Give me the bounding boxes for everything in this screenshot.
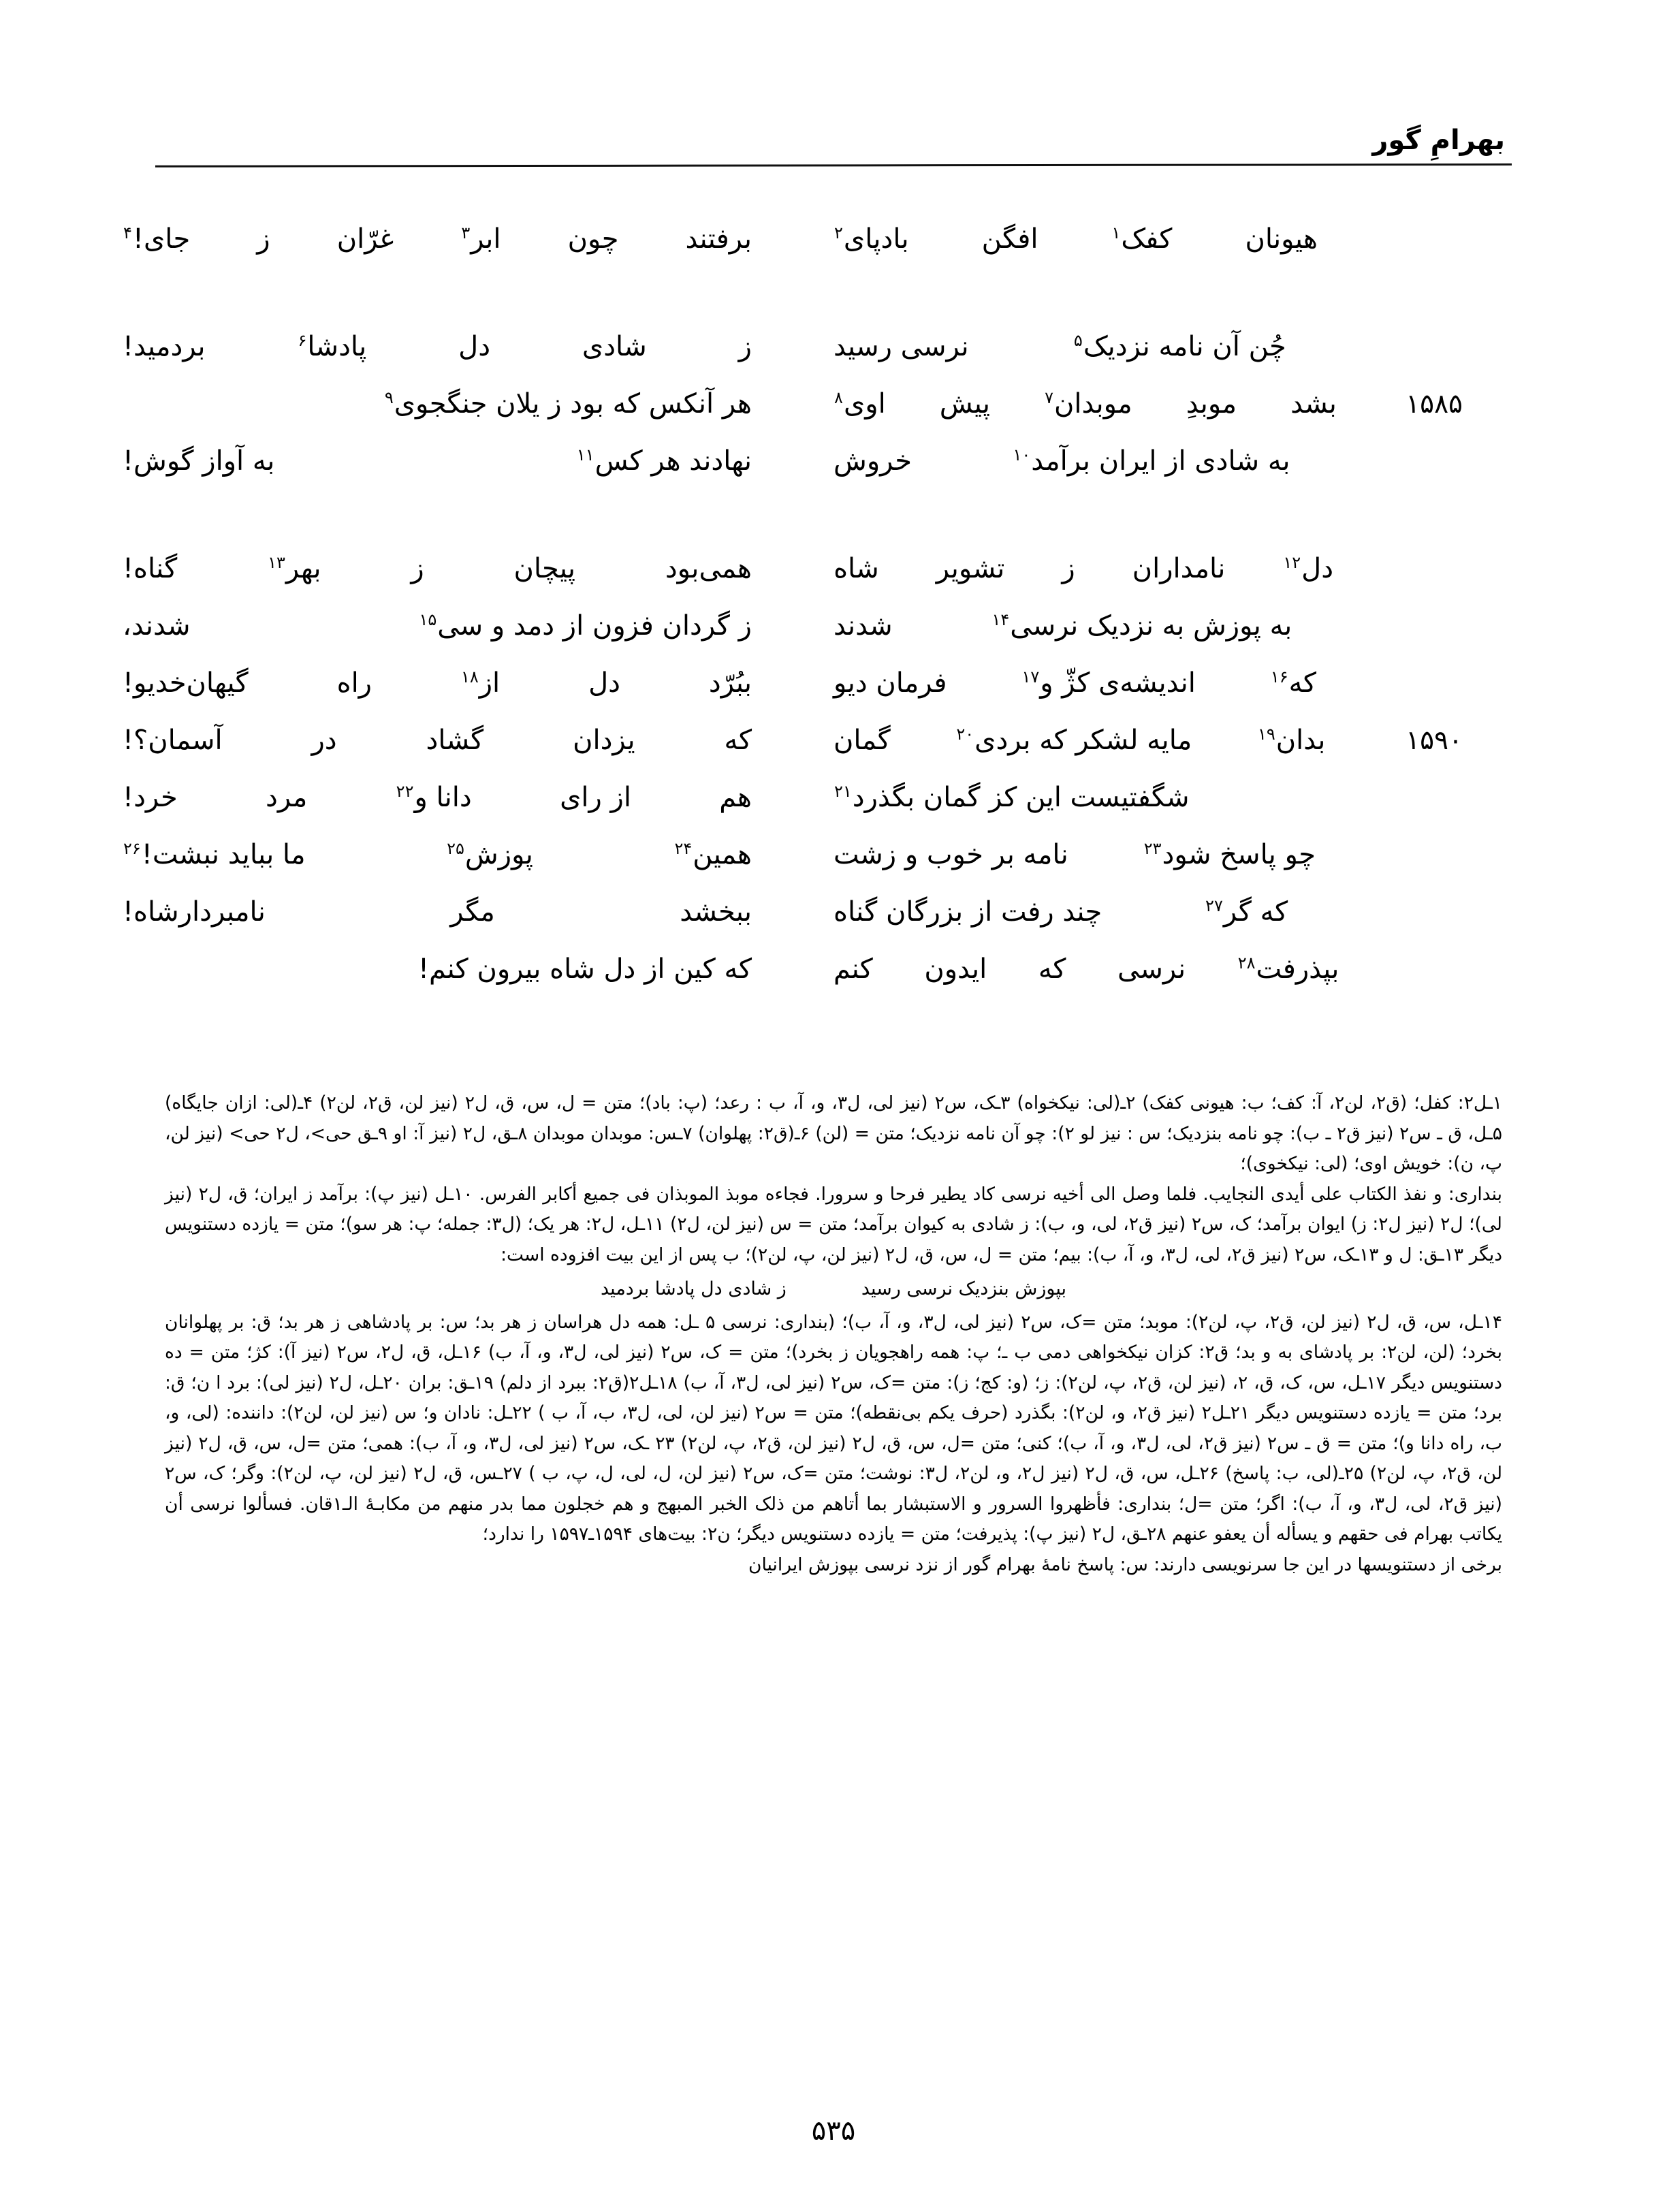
hemistich-left — [123, 783, 793, 812]
verse-word: گیهان‌خدیو! — [123, 667, 249, 699]
verse-line — [123, 667, 1463, 726]
footnote-marker[interactable]: ۱۱ — [576, 445, 594, 464]
verse-word: دل — [458, 331, 490, 362]
hemistich-left — [123, 447, 793, 475]
verse-word: کنم — [834, 953, 873, 985]
footnote-marker[interactable]: ۱۴ — [991, 610, 1010, 629]
footnote-marker[interactable]: ۱۶ — [1270, 667, 1288, 686]
verse-word: بشد — [1290, 388, 1337, 420]
footnote-verse-separator — [787, 1274, 861, 1305]
hemistich-left — [123, 955, 793, 983]
verse-word: یزدان — [573, 725, 635, 756]
verse-word: ز — [738, 331, 752, 362]
verse-word: نامبردارشاه! — [123, 896, 266, 928]
verse-line — [123, 781, 1463, 840]
verse-word: دل$^{۱۲}$ — [1283, 552, 1334, 584]
verse-word: کفک$^۱$ — [1111, 223, 1173, 255]
verse-word: ز — [1062, 553, 1075, 584]
verse-word: ما بباید نبشت!$^{۲۶}$ — [123, 838, 306, 870]
hemistich-right — [793, 669, 1463, 698]
verse-line-number — [1400, 956, 1463, 984]
verse-word: به آواز گوش! — [123, 445, 275, 477]
footnote-marker[interactable]: ۱۰ — [1013, 445, 1031, 464]
verse-word: پوزش$^{۲۵}$ — [447, 838, 533, 870]
verse-word: راه — [336, 667, 372, 699]
verse-word: خروش — [834, 445, 912, 477]
verse-line — [123, 223, 1463, 282]
verse-word: شگفتیست این کز گمان بگذرد$^{۲۱}$ — [834, 781, 1190, 813]
verse-word: مگر — [450, 896, 495, 928]
footnote-marker[interactable]: ۲۴ — [674, 838, 693, 858]
footnote-marker[interactable]: ۲۸ — [1237, 953, 1256, 973]
verse-line-number — [1400, 842, 1463, 870]
verse-word: بدان$^{۱۹}$ — [1257, 724, 1326, 756]
verse-word: مایه لشکر که بردی$^{۲۰}$ — [956, 724, 1192, 756]
verse-word: دانا و$^{۲۲}$ — [396, 781, 472, 813]
hemistich-right — [793, 726, 1463, 755]
verse-word: گناه! — [123, 553, 178, 584]
hemistich-right — [793, 783, 1463, 812]
verse-word: چون — [567, 223, 619, 255]
footnote-marker[interactable]: ۲ — [834, 223, 843, 242]
verse-line-number — [1400, 334, 1463, 362]
verse-word: افگن — [981, 223, 1038, 255]
footnote-marker[interactable]: ۳ — [461, 223, 471, 242]
hemistich-left — [123, 390, 793, 418]
verse-line — [123, 445, 1463, 504]
verse-word: ز گردان فزون از دمد و سی$^{۱۵}$ — [419, 610, 752, 642]
verse-word: پیچان — [513, 553, 576, 584]
footnote-marker[interactable]: ۲۵ — [447, 838, 464, 858]
verse-word: نامداران — [1132, 553, 1226, 584]
hemistich-left — [123, 726, 793, 755]
running-head-block — [155, 127, 1512, 202]
verse-word: بردمید! — [123, 331, 206, 362]
verse-word: نامه بر خوب و زشت — [834, 839, 1068, 870]
verse-word: گشاد — [426, 725, 484, 756]
footnote-marker[interactable]: ۱۵ — [419, 610, 437, 629]
verse-word: چُن آن نامه نزدیک$^۵$ — [1073, 330, 1286, 362]
hemistich-right — [793, 898, 1463, 927]
verse-stanza — [123, 223, 1463, 282]
verse-word: که کین از دل شاه بیرون کنم! — [417, 953, 752, 985]
footnote-marker[interactable]: ۷ — [1045, 388, 1053, 407]
footnote-paragraph: بنداری: و نفذ الکتاب علی أیدی النجایب. فلما وصل الی أخیه نرسی کاد یطیر فرحا و سرورا. فجاءه موبذ الموبذان فی جمیع أکابر الفرس. ۱۰ـل (نیز پ): برآمد ز ایران؛ ق، ل۲ (نیز لی)؛ ل۲ (نیز ل۲: ز) ایوان برآمد؛ ک، س۲ (نیز ق۲، لی، و، ب): ز شادی به کیوان برآمد؛ متن = س (نیز لن، ل۲) ۱۱ـل، ل۲: هر یک؛ (ل۳: جمله؛ پ: هر سو)؛ متن = یازده دستنویس دیگر ۱۳ـق: ل و ۱۳ـک، س۲ (نیز ق۲، لی، ل۳، و، آ، ب): بیم؛ متن = ل، س، ق، ل۲ (نیز لن، پ، لن۲)؛ ب پس از این بیت افزوده است: — [165, 1183, 1502, 1265]
verse-word: نرسی رسید — [834, 331, 969, 362]
hemistich-right — [793, 332, 1463, 362]
folio-number: ۵۳۵ — [811, 2115, 856, 2147]
verse-word: ببخشد — [680, 896, 752, 928]
verse-line-number: ۱۵۸۵ — [1406, 389, 1463, 420]
footnote-marker[interactable]: ۱۲ — [1283, 552, 1301, 572]
verse-word: مرد — [266, 782, 308, 813]
verse-line-number — [1400, 670, 1463, 698]
verse-line-number — [1400, 226, 1463, 254]
footnote-marker[interactable]: ۱ — [1111, 223, 1121, 242]
verse-word: به پوزش به نزدیک نرسی$^{۱۴}$ — [991, 610, 1292, 642]
hemistich-left — [123, 898, 793, 926]
verse-word: به شادی از ایران برآمد$^{۱۰}$ — [1013, 445, 1290, 477]
footnote-marker[interactable]: ۵ — [1073, 330, 1083, 350]
verse-word: ایدون — [924, 953, 987, 985]
verse-line — [123, 552, 1463, 612]
footnote-marker[interactable]: ۲۳ — [1143, 838, 1162, 858]
hemistich-right — [793, 955, 1463, 984]
verse-word: خرد! — [123, 782, 178, 813]
verse-line — [123, 838, 1463, 898]
verse-word: چو پاسخ شود$^{۲۳}$ — [1143, 838, 1316, 870]
verse-word: جای!$^۴$ — [123, 223, 191, 255]
footnote-paragraph: ۱۴ـل، س، ق، ل۲ (نیز لن، ق۲، پ، لن۲): موبد؛ متن =ک، س۲ (نیز لی، ل۳، و، آ، ب)؛ (بنداری: نرسی ۵ ـل: همه دل هراسان ز هر بد؛ س: بر پادشاهی ز هر بد؛ ق: بر پهلوانان بخرد؛ (لن، لن۲: بر پادشای به و بد؛ ق۲: کزان نیکخواهی دمی ب ـ؛ پ: همه راهجویان ز بخرد)؛ متن = ک، س۲ (نیز لی، ل۳، و، آ، ب) ۱۶ـل، ق، ل۲، س۲ (نیز آ): کژ؛ متن = ده دستنویس دیگر ۱۷ـل، س، ک، ق، ۲، (نیز لن، ق۲، پ، لن۲): ز؛ (و: کج؛ ز): متن =ک، س۲ (نیز لی، ل۳، آ، ب) ۱۸ـل۲(ق۲: ببرد از دلم) ۱۹ـق: بران ۲۰ـل، ل۲ (نیز لی): برد ا ن؛ ق: برد؛ متن = یازده دستنویس دیگر ۲۱ـل۲ (نیز ق۲، و، لن۲): بگذرد (حرف یکم بی‌نقطه)؛ متن = س۲ (نیز لن، لی، ل۳، ب، آ، ب ) ۲۲ـل: نادان و؛ س (نیز لن، لن۲): داننده: (لی، و، ب، راه دانا و)؛ متن = ق ـ س۲ (نیز ق۲، لی، ل۳، و، آ، ب)؛ کنی؛ متن =ل، س، ق، ل۲ (نیز لن، ق۲، پ، لن۲) ۲۳ ـک، س۲ (نیز لی، ل۳، و، آ، ب): همی؛ متن =ل، س، ق، ل۲ (نیز لن، ق۲، پ، لن۲) ۲۵ـ(لی، ب: پاسخ) ۲۶ـل، س، ق، ل۲ (نیز ل۲، و، لن۲، ل۳: نوشت؛ متن =ک، س۲ (نیز لن، ل، لی، ل، پ، ب ) ۲۷ـس، ق، ل۲ (نیز لن، پ، لن۲): وگر؛ ک، س۲ (نیز ق۲، لی، ل۳، و، آ، ب): اگر؛ متن =ل؛ بنداری: فأظهروا السرور و الاستبشار بما أتاهم من ذلک الخبر المبهج و هم خجلون مما بدر منهم من مکابـۀ الـ۱قان. فسألوا نرسی أن یکاتب بهرام فی حقهم و یسأله أن یعفو عنهم ۲۸ـق، ل۲ (نیز پ): پذیرفت؛ متن = یازده دستنویس دیگر؛ ن۲: بیت‌های ۱۵۹۴ـ۱۵۹۷ را ندارد؛ — [165, 1311, 1503, 1545]
footnote-marker[interactable]: ۱۷ — [1021, 667, 1040, 686]
verse-line — [123, 896, 1463, 955]
hemistich-left — [123, 612, 793, 640]
verse-word: پادشا$^۶$ — [298, 330, 367, 362]
verse-word: فرمان دیو — [834, 667, 947, 699]
footnote-verse-left: ز شادی دل پادشا بردمید — [601, 1278, 787, 1299]
verse-line — [123, 724, 1463, 783]
verse-line — [204, 390, 1463, 447]
verse-line-number — [1400, 556, 1463, 584]
verse-word: بهر$^{۱۳}$ — [268, 552, 321, 584]
hemistich-left — [123, 669, 793, 697]
verse-word: هیونان — [1245, 223, 1318, 255]
hemistich-left — [123, 332, 793, 361]
footnote-marker[interactable]: ۲۱ — [834, 781, 852, 801]
verse-word: ز — [411, 553, 424, 584]
footnote-verse-right: بپوزش بنزدیک نرسی رسید — [861, 1278, 1066, 1299]
hemistich-left — [123, 225, 793, 253]
verse-word: ببُرّد — [708, 667, 752, 699]
verse-word: بادپای$^۲$ — [834, 223, 909, 255]
verse-stanza — [123, 552, 1463, 1012]
verse-word: همین$^{۲۴}$ — [674, 838, 752, 870]
hemistich-right — [793, 225, 1463, 254]
hemistich-right — [793, 447, 1463, 476]
verse-word: اوی$^۸$ — [834, 388, 886, 420]
footnotes-block — [165, 1088, 1502, 1580]
running-head: بهرامِ گور — [1372, 125, 1505, 156]
footnote-marker[interactable]: ۲۰ — [956, 724, 974, 744]
verse-word: شادی — [582, 331, 647, 362]
verse-word: شاه — [834, 553, 879, 584]
verse-word: آسمان؟! — [123, 725, 223, 756]
footnote-paragraph: ۱ـل۲: کفل؛ (ق۲، لن۲، آ: کف؛ ب: هیونی کفک) ۲ـ(لی: نیکخواه) ۳ـک، س۲ (نیز لی، ل۳، و، آ، ب : رعد؛ (پ: باد)؛ متن = ل، س، ق، ل۲ (نیز لن، ق۲، لن۲) ۴ـ(لی: ازان جایگاه) ۵ـل، ق ـ س۲ (نیز ق۲ ـ ب): چو نامه بنزدیک؛ س : نیز لو ۲): چو آن نامه نزدیک؛ متن = (لن) ۶ـ(ق۲: پهلوان) ۷ـس: موبدان موبدان ۸ـق، ل۲ (نیز آ: او ۹ـق حی>، ل۲ حی> (نیز لن، پ، ن): خویش اوی؛ (لی: نیکخوی)؛ — [165, 1092, 1502, 1174]
verse-word: برفتند — [685, 223, 752, 255]
verse-line-number — [1400, 785, 1463, 812]
verse-line-number: ۱۵۹۰ — [1406, 725, 1463, 756]
footnote-marker[interactable]: ۲۶ — [123, 838, 141, 858]
verse-line-number — [1400, 448, 1463, 476]
footnote-marker[interactable]: ۶ — [298, 330, 307, 350]
footnote-marker[interactable]: ۲۲ — [396, 781, 414, 801]
verse-word: هم — [719, 782, 752, 813]
verse-line — [123, 330, 1463, 390]
hemistich-left — [123, 554, 793, 583]
verse-word: که — [1038, 953, 1066, 985]
footnote-marker[interactable]: ۱۳ — [268, 552, 285, 572]
verse-word: که — [724, 725, 752, 756]
verse-word: پیش — [939, 388, 990, 420]
verse-line-number — [1400, 613, 1463, 641]
footnote-paragraph: برخی از دستنویسها در این جا سرنویسی دارند: س: پاسخ نامۀ بهرام گور از نزد نرسی بپوزش ایرانیان — [748, 1553, 1502, 1575]
verse-word: نهادند هر کس$^{۱۱}$ — [576, 445, 752, 477]
footnote-marker[interactable]: ۹ — [384, 388, 394, 407]
hemistich-right — [793, 554, 1463, 584]
verse-word: تشویر — [936, 553, 1005, 584]
hemistich-right — [793, 390, 1463, 419]
verse-word: نرسی — [1117, 953, 1186, 985]
verse-word: که$^{۱۶}$ — [1270, 667, 1317, 699]
footnote-inserted-verse — [165, 1274, 1502, 1305]
verse-line-number — [1400, 899, 1463, 927]
verse-word: اندیشه‌ی کژّ و$^{۱۷}$ — [1021, 667, 1196, 699]
footnote-marker[interactable]: ۱۸ — [460, 667, 479, 686]
running-head-rule — [155, 163, 1512, 168]
verse-word: ز — [257, 223, 270, 255]
verse-line — [123, 610, 1463, 669]
hemistich-right — [793, 612, 1463, 641]
verse-word: که گر$^{۲۷}$ — [1205, 896, 1288, 928]
verse-word: گمان — [834, 725, 891, 756]
verse-word: شدند — [834, 610, 893, 642]
verse-word: موبدِ — [1186, 388, 1237, 420]
verse-word: شدند، — [123, 610, 191, 642]
verse-area — [123, 223, 1463, 1012]
verse-word: همی‌بود — [665, 553, 752, 584]
verse-word: هر آنکس که بود ز یلان جنگجوی$^۹$ — [384, 388, 752, 420]
verse-word: دل — [588, 667, 620, 699]
verse-word: ابر$^۳$ — [461, 223, 501, 255]
footnote-marker[interactable]: ۲۷ — [1205, 896, 1223, 915]
verse-word: از$^{۱۸}$ — [460, 667, 501, 699]
verse-word: از رای — [560, 782, 631, 813]
verse-stanza — [123, 330, 1463, 504]
footnote-marker[interactable]: ۱۹ — [1257, 724, 1275, 744]
verse-word: در — [311, 725, 337, 756]
verse-word: بپذرفت$^{۲۸}$ — [1237, 953, 1339, 985]
footnote-marker[interactable]: ۴ — [123, 223, 132, 242]
verse-word: غرّان — [336, 223, 394, 255]
hemistich-right — [793, 840, 1463, 870]
verse-line — [204, 955, 1463, 1012]
verse-word: چند رفت از بزرگان گناه — [834, 896, 1102, 928]
footnote-marker[interactable]: ۸ — [834, 388, 843, 407]
verse-word: موبدان$^۷$ — [1045, 388, 1132, 420]
hemistich-left — [123, 840, 793, 869]
